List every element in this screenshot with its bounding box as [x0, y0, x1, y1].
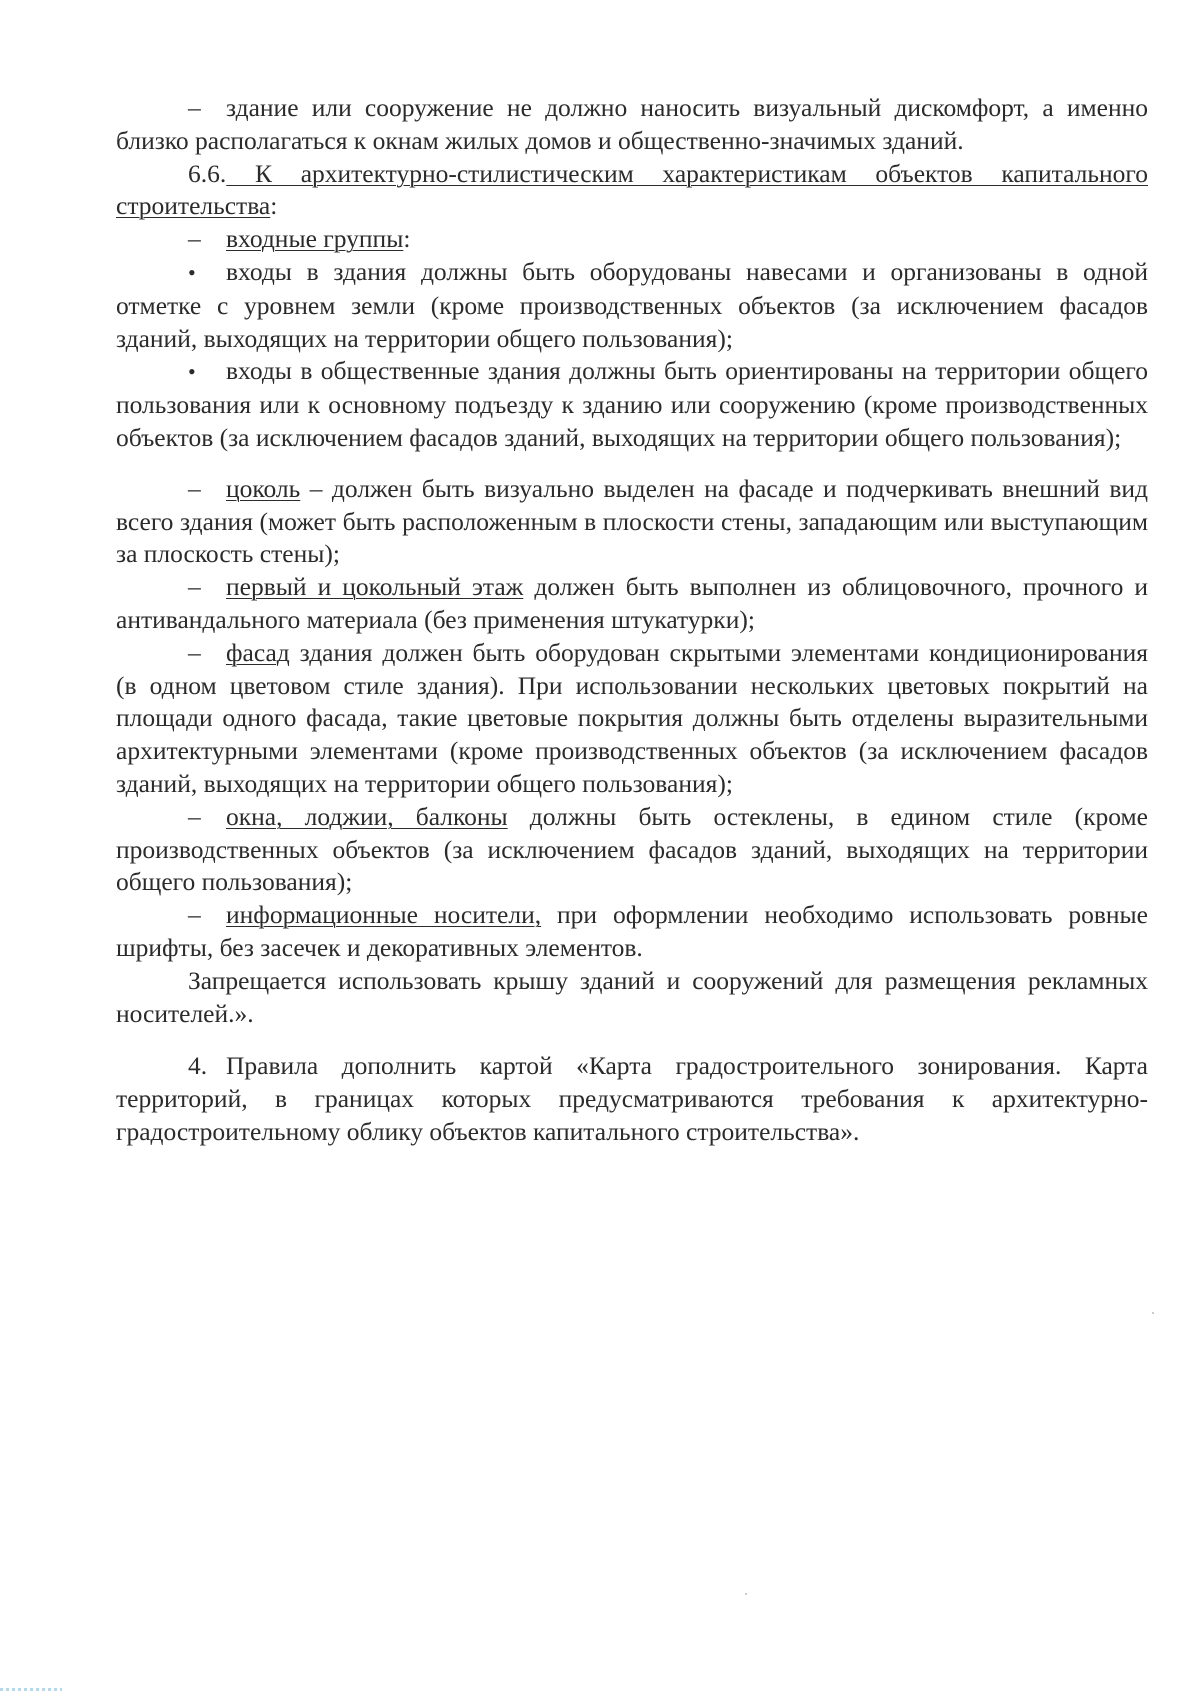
bullet-entrances-canopies: [116, 256, 1148, 355]
bullet-icon: •: [188, 359, 196, 385]
paragraph-text: здание или сооружение не должно наносить визуальный дискомфорт, а именно близко располагаться к окнам жилых домов и общественно-значимых зданий.: [116, 93, 1148, 155]
bullet-entrances-public-buildings: [116, 355, 1148, 454]
dash-marker: –: [188, 572, 201, 602]
scan-speck: [745, 1593, 747, 1595]
item-heading: первый и цокольный этаж: [226, 572, 524, 602]
section-heading-tail: :: [270, 191, 278, 221]
item-text: должен быть выполнен из облицовочного, прочного и антивандального материала (без применения штукатурки);: [116, 572, 1148, 634]
dash-marker: –: [188, 637, 201, 667]
paragraph-rule-4: [116, 1050, 1148, 1148]
paragraph-text: Правила дополнить картой «Карта градостроительного зонирования. Карта территорий, в границах которых предусматриваются требования к архитектурно-градостроительному облику объектов капитального строительства».: [116, 1051, 1148, 1146]
item-first-floor: [116, 571, 1148, 637]
scan-speck: [1152, 1312, 1154, 1314]
paragraph-roof-advertising: [116, 965, 1148, 1031]
paragraph-number: 4.: [188, 1051, 208, 1081]
item-facade: [116, 637, 1148, 801]
section-6-6-heading: [116, 158, 1148, 224]
document-body: [116, 92, 1148, 1149]
dash-marker: –: [188, 801, 201, 831]
item-plinth: [116, 473, 1148, 571]
item-heading: фасад: [226, 637, 290, 667]
section-number: 6.6.: [188, 158, 227, 188]
item-heading: входные группы: [226, 224, 404, 254]
section-heading-text: К архитектурно-стилистическим характеристикам объектов капитального строительства: [116, 158, 1148, 221]
item-heading-tail: :: [403, 224, 411, 254]
scan-edge-mark: [0, 1688, 62, 1691]
item-windows-balconies: [116, 801, 1148, 899]
dash-marker: –: [188, 224, 201, 254]
paragraph-text: Запрещается использовать крышу зданий и сооружений для размещения рекламных носителей.».: [116, 965, 1148, 1028]
item-text: здания должен быть оборудован скрытыми элементами кондиционирования (в одном цветовом стиле здания). При использовании нескольких цветовых покрытий на площади одного фасада, такие цветовые покрытия должны быть отделены выразительными архитектурными элементами (кроме производственных объектов (за исключением фасадов зданий, выходящих на территории общего пользования);: [116, 637, 1148, 798]
dash-marker: –: [188, 473, 201, 503]
bullet-icon: •: [188, 259, 196, 285]
item-heading: окна, лоджии, балконы: [226, 801, 508, 831]
item-heading: цоколь: [226, 473, 301, 503]
paragraph-visual-discomfort: [116, 92, 1148, 158]
item-text: должны быть остеклены, в едином стиле (кроме производственных объектов (за исключением фасадов зданий, выходящих на территории общего пользования);: [116, 801, 1148, 897]
item-heading: информационные носители,: [226, 900, 542, 930]
bullet-text: входы в здания должны быть оборудованы навесами и организованы в одной отметке с уровнем земли (кроме производственных объектов (за исключением фасадов зданий, выходящих на территории общего пользования);: [116, 256, 1148, 353]
item-entrance-groups: [116, 223, 1148, 256]
item-text: при оформлении необходимо использовать ровные шрифты, без засечек и декоративных элементов.: [116, 900, 1148, 962]
dash-marker: –: [188, 93, 201, 122]
item-text: – должен быть визуально выделен на фасаде и подчеркивать внешний вид всего здания (может быть расположенным в плоскости стены, западающим или выступающим за плоскость стены);: [116, 473, 1148, 569]
dash-marker: –: [188, 900, 201, 930]
item-information-carriers: [116, 899, 1148, 965]
bullet-text: входы в общественные здания должны быть ориентированы на территории общего пользования или к основному подъезду к зданию или сооружению (кроме производственных объектов (за исключением фасадов зданий, выходящих на территории общего пользования);: [116, 356, 1148, 452]
